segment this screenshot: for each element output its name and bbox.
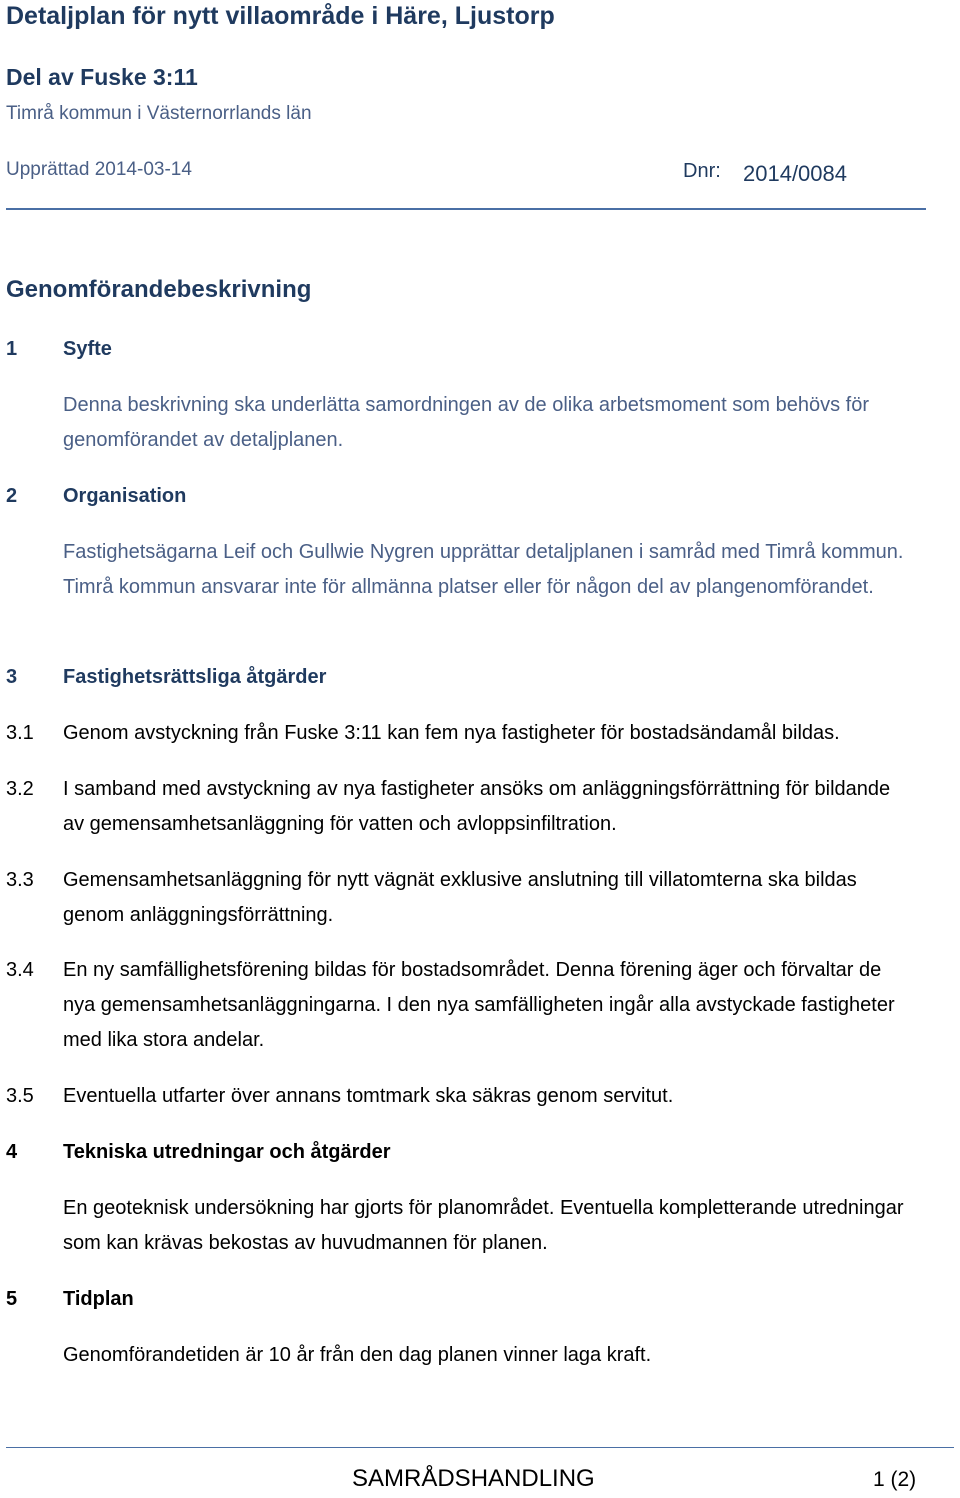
section-1-text: Denna beskrivning ska underlätta samordningen av de olika arbetsmoment som behövs för genomförandet av detaljplanen.: [63, 394, 869, 451]
section-1-heading: Syfte: [63, 338, 112, 360]
footer-divider: [6, 1447, 954, 1448]
item-3-4-number: 3.4: [6, 959, 34, 981]
document-title: Detaljplan för nytt villaområde i Häre, Ljustorp: [6, 2, 555, 30]
item-3-2-number: 3.2: [6, 778, 34, 800]
document-status: SAMRÅDSHANDLING: [352, 1465, 595, 1492]
section-3-heading: Fastighetsrättsliga åtgärder: [63, 666, 327, 688]
section-5-heading: Tidplan: [63, 1288, 134, 1310]
section-4-heading: Tekniska utredningar och åtgärder: [63, 1141, 391, 1163]
header-divider: [6, 208, 926, 210]
section-2-text: Fastighetsägarna Leif och Gullwie Nygren upprättar detaljplanen i samråd med Timrå kommun. Timrå kommun ansvarar inte för allmänna platser eller för någon del av plangenomförandet.: [63, 541, 904, 598]
section-4-number: 4: [6, 1141, 18, 1163]
item-3-3-text: Gemensamhetsanläggning för nytt vägnät exklusive anslutning till villatomterna ska bildas genom anläggningsförrättning.: [63, 869, 857, 926]
dnr-label: Dnr:: [683, 160, 721, 182]
document-subtitle: Del av Fuske 3:11: [6, 64, 198, 90]
section-2-heading: Organisation: [63, 485, 187, 507]
item-3-2-text: I samband med avstyckning av nya fastigheter ansöks om anläggningsförrättning för bildande av gemensamhetsanläggning för vatten och avloppsinfiltration.: [63, 778, 891, 835]
item-3-5-text: Eventuella utfarter över annans tomtmark ska säkras genom servitut.: [63, 1085, 674, 1107]
municipality-line: Timrå kommun i Västernorrlands län: [6, 103, 312, 124]
section-5-number: 5: [6, 1288, 18, 1310]
dnr-value: 2014/0084: [743, 161, 847, 186]
item-3-3-number: 3.3: [6, 869, 34, 891]
section-1-number: 1: [6, 338, 18, 360]
page-number: 1 (2): [873, 1468, 917, 1491]
item-3-5-number: 3.5: [6, 1085, 34, 1107]
item-3-4-text: En ny samfällighetsförening bildas för bostadsområdet. Denna förening äger och förvaltar de nya gemensamhetsanläggningarna. I den nya samfälligheten ingår alla avstyckade fastigheter med lika stora andelar.: [63, 959, 895, 1051]
section-3-number: 3: [6, 666, 18, 688]
section-5-text: Genomförandetiden är 10 år från den dag planen vinner laga kraft.: [63, 1344, 652, 1366]
established-date: Upprättad 2014-03-14: [6, 159, 192, 180]
document-heading: Genomförandebeskrivning: [6, 276, 312, 303]
item-3-1-number: 3.1: [6, 722, 34, 744]
section-4-text: En geoteknisk undersökning har gjorts för planområdet. Eventuella kompletterande utredningar som kan krävas bekostas av huvudmannen för planen.: [63, 1197, 904, 1254]
item-3-1-text: Genom avstyckning från Fuske 3:11 kan fem nya fastigheter för bostadsändamål bildas.: [63, 722, 840, 744]
section-2-number: 2: [6, 485, 18, 507]
